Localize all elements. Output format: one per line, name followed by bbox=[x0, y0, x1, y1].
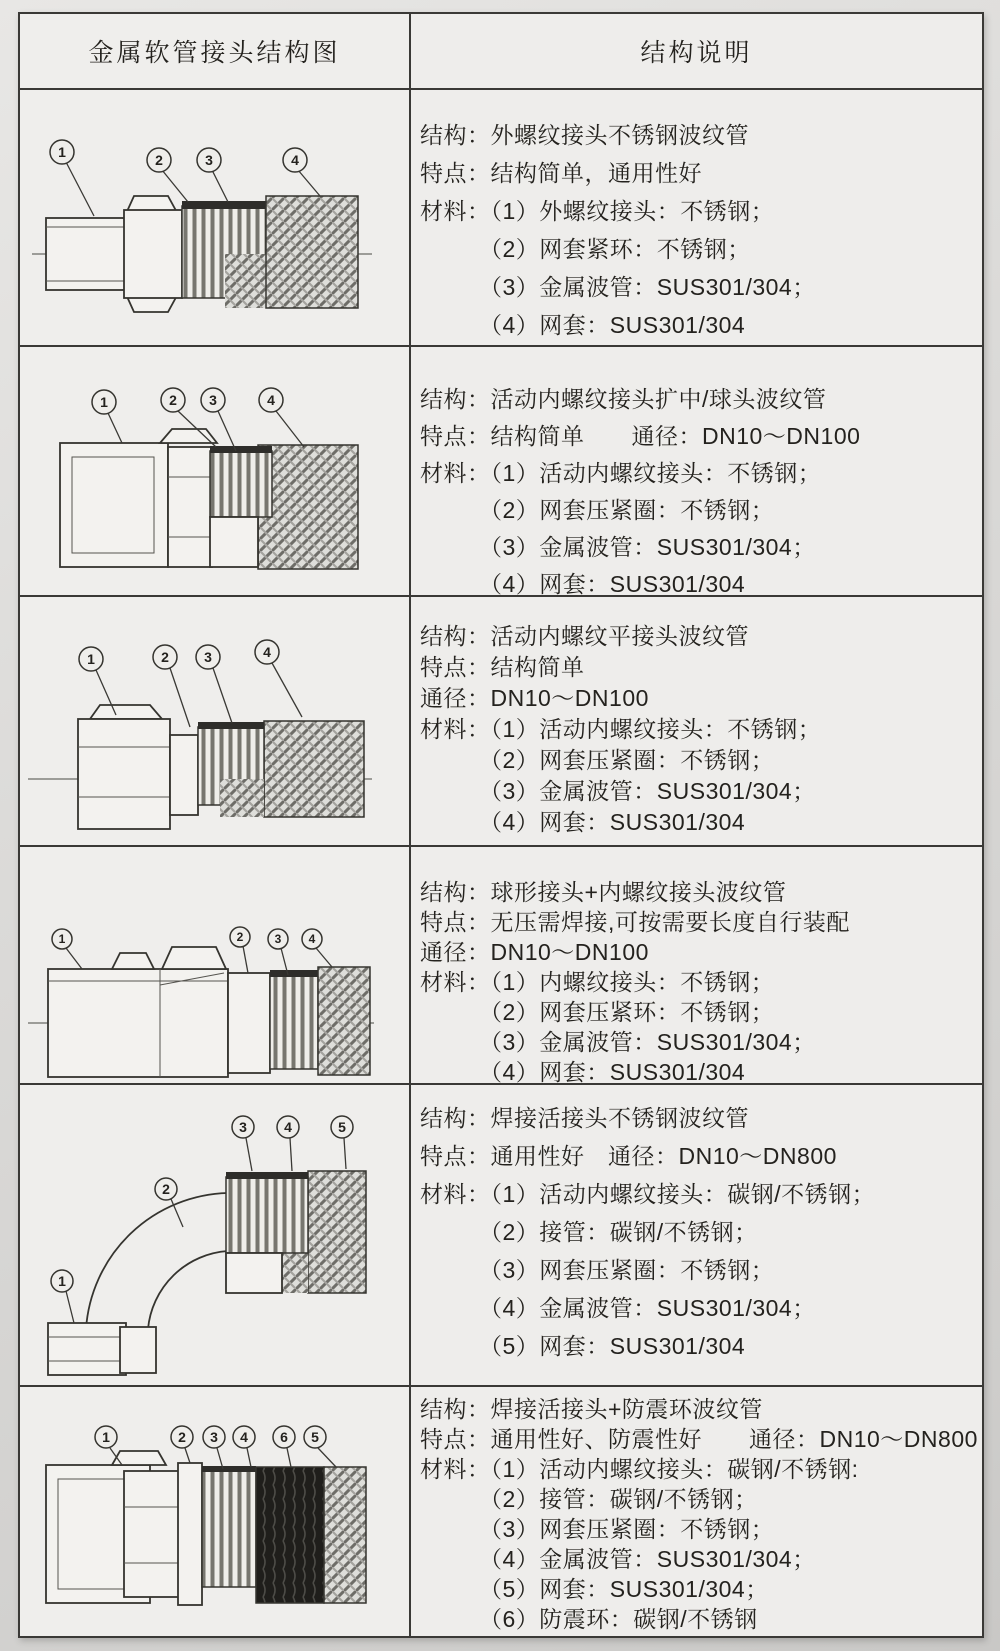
description-line: 材料：（1）内螺纹接头：不锈钢； bbox=[420, 969, 775, 995]
description-line: 特点：结构简单 通径：DN10～DN100 bbox=[420, 423, 861, 449]
diagram-cell bbox=[20, 347, 411, 595]
bellows-cap bbox=[182, 201, 266, 209]
diagram-cell bbox=[20, 847, 411, 1083]
description-cell bbox=[411, 1085, 982, 1385]
description-line: （3）金属波管：SUS301/304； bbox=[420, 1029, 816, 1055]
callout-number: 4 bbox=[291, 152, 299, 168]
spec-table bbox=[18, 12, 984, 1638]
callout-number: 2 bbox=[161, 649, 169, 665]
description-line: （2）网套压紧圈：不锈钢； bbox=[420, 747, 775, 773]
callout-number: 2 bbox=[169, 392, 177, 408]
description-line: 结构：外螺纹接头不锈钢波纹管 bbox=[420, 122, 749, 148]
table-row bbox=[20, 347, 982, 597]
description-line: 材料：（1）活动内螺纹接头：不锈钢； bbox=[420, 716, 822, 742]
callout-number: 2 bbox=[178, 1429, 186, 1445]
diagram-cell bbox=[20, 90, 411, 345]
description-line: 结构：球形接头+内螺纹接头波纹管 bbox=[420, 879, 787, 905]
description-line: （4）网套：SUS301/304 bbox=[420, 312, 746, 338]
callout-number: 4 bbox=[308, 932, 316, 946]
description-cell bbox=[411, 597, 982, 845]
description-line: （4）网套：SUS301/304 bbox=[420, 809, 746, 835]
braid-section bbox=[318, 967, 370, 1075]
description-line: 结构：活动内螺纹平接头波纹管 bbox=[420, 623, 749, 649]
hex-nut bbox=[78, 719, 170, 829]
fitting-body bbox=[48, 969, 228, 1077]
description-line: （3）网套压紧圈：不锈钢； bbox=[420, 1257, 775, 1283]
braid-section bbox=[264, 721, 364, 817]
press-ring-collar bbox=[178, 1463, 202, 1605]
sleeve-section bbox=[170, 735, 198, 815]
description-line: 通径：DN10～DN100 bbox=[420, 939, 649, 965]
callout-number: 3 bbox=[239, 1119, 247, 1135]
callout-number: 2 bbox=[155, 152, 163, 168]
sleeve-section bbox=[228, 973, 270, 1073]
description-cell bbox=[411, 90, 982, 345]
table-row bbox=[20, 597, 982, 847]
callout-number: 1 bbox=[100, 394, 108, 410]
bellows-section bbox=[202, 1471, 256, 1587]
sleeve-section bbox=[226, 1253, 282, 1293]
callout-number: 4 bbox=[240, 1429, 248, 1445]
flat-female-fitting-diagram bbox=[20, 597, 411, 845]
elbow-fitting-diagram bbox=[20, 1085, 411, 1385]
callout-number: 3 bbox=[210, 1429, 218, 1445]
description-line: 特点：无压需焊接,可按需要长度自行装配 bbox=[420, 909, 850, 935]
callout-number: 5 bbox=[311, 1429, 319, 1445]
bellows-cap bbox=[270, 970, 318, 977]
description-line: 结构：焊接活接头不锈钢波纹管 bbox=[420, 1105, 749, 1131]
bellows-cap bbox=[226, 1172, 308, 1179]
header-diagram-label: 金属软管接头结构图 bbox=[88, 39, 341, 67]
female-swivel-fitting-diagram bbox=[20, 347, 411, 595]
table-row bbox=[20, 847, 982, 1085]
description-line: （2）接管：碳钢/不锈钢； bbox=[420, 1486, 758, 1512]
fitting-body bbox=[60, 443, 168, 567]
hex-nut bbox=[48, 1323, 126, 1375]
braid-section bbox=[308, 1171, 366, 1293]
table-row bbox=[20, 90, 982, 347]
description-cell bbox=[411, 1387, 982, 1636]
table-row bbox=[20, 1085, 982, 1387]
diagram-cell bbox=[20, 597, 411, 845]
ball-union-fitting-diagram bbox=[20, 847, 411, 1083]
hex-nut bbox=[124, 1471, 180, 1597]
description-line: 特点：结构简单 bbox=[420, 654, 585, 680]
braid-under-section bbox=[220, 779, 264, 817]
bellows-section bbox=[226, 1177, 308, 1253]
elbow-inner-curve bbox=[148, 1251, 228, 1329]
callout-number: 1 bbox=[58, 932, 66, 946]
male-thread-fitting-diagram bbox=[20, 90, 411, 345]
callout-number: 1 bbox=[102, 1429, 110, 1445]
callout-number: 5 bbox=[338, 1119, 346, 1135]
callout-number: 6 bbox=[280, 1429, 288, 1445]
description-line: 特点：结构简单，通用性好 bbox=[420, 160, 702, 186]
braid-under-section bbox=[225, 254, 266, 308]
header-description-column bbox=[411, 14, 982, 88]
sleeve-section bbox=[210, 517, 258, 567]
description-line: （3）金属波管：SUS301/304； bbox=[420, 778, 816, 804]
callout-number: 1 bbox=[87, 651, 95, 667]
header-diagram-column bbox=[20, 14, 411, 88]
description-line: 通径：DN10～DN100 bbox=[420, 685, 649, 711]
callout-number: 2 bbox=[162, 1181, 170, 1197]
elbow-outer-curve bbox=[86, 1193, 228, 1329]
callout-number: 4 bbox=[263, 644, 271, 660]
nut-collar bbox=[120, 1327, 156, 1373]
description-line: （4）金属波管：SUS301/304； bbox=[420, 1295, 816, 1321]
callout-number: 3 bbox=[204, 649, 212, 665]
callout-number: 2 bbox=[236, 930, 244, 944]
nut-section bbox=[124, 210, 182, 298]
description-line: 材料：（1）活动内螺纹接头：不锈钢； bbox=[420, 460, 822, 486]
table-header-row bbox=[20, 14, 982, 90]
header-description-label: 结构说明 bbox=[640, 39, 753, 67]
braid-section bbox=[324, 1467, 366, 1603]
description-line: （2）网套压紧环：不锈钢； bbox=[420, 999, 775, 1025]
braid-section bbox=[266, 196, 358, 308]
description-line: 结构：焊接活接头+防震环波纹管 bbox=[420, 1396, 763, 1422]
description-line: （4）网套：SUS301/304 bbox=[420, 571, 746, 597]
diagram-cell bbox=[20, 1085, 411, 1385]
union-nut-hump bbox=[162, 947, 226, 969]
description-line: 特点：通用性好 通径：DN10～DN800 bbox=[420, 1143, 837, 1169]
collar-hump bbox=[160, 429, 217, 443]
description-line: （3）网套压紧圈：不锈钢； bbox=[420, 1516, 775, 1542]
callout-number: 3 bbox=[274, 932, 282, 946]
description-line: （5）网套：SUS301/304 bbox=[420, 1333, 746, 1359]
callout-number: 3 bbox=[205, 152, 213, 168]
hex-nut bbox=[168, 447, 212, 567]
description-line: 材料：（1）外螺纹接头：不锈钢； bbox=[420, 198, 775, 224]
description-line: （3）金属波管：SUS301/304； bbox=[420, 534, 816, 560]
description-line: 特点：通用性好、防震性好 通径：DN10～DN800 bbox=[420, 1426, 978, 1452]
hex-boss bbox=[112, 953, 154, 969]
bellows-section bbox=[270, 975, 318, 1069]
bellows-cap bbox=[210, 446, 272, 453]
description-line: 材料：（1）活动内螺纹接头：碳钢/不锈钢: bbox=[420, 1456, 859, 1482]
callout-number: 4 bbox=[284, 1119, 292, 1135]
table-row bbox=[20, 1387, 982, 1636]
description-line: （2）网套压紧圈：不锈钢； bbox=[420, 497, 775, 523]
description-line: 材料：（1）活动内螺纹接头：碳钢/不锈钢； bbox=[420, 1181, 876, 1207]
bellows-cap bbox=[202, 1466, 256, 1472]
braid-section bbox=[258, 445, 358, 569]
callout-number: 1 bbox=[58, 1273, 66, 1289]
description-cell bbox=[411, 847, 982, 1083]
braid-under-section bbox=[282, 1253, 308, 1293]
bellows-section bbox=[210, 451, 272, 517]
bellows-cap bbox=[198, 722, 264, 729]
description-line: （2）网套紧环：不锈钢； bbox=[420, 236, 751, 262]
description-line: （4）网套：SUS301/304 bbox=[420, 1059, 746, 1085]
callout-number: 4 bbox=[267, 392, 275, 408]
description-cell bbox=[411, 347, 982, 595]
description-line: （5）网套：SUS301/304； bbox=[420, 1576, 769, 1602]
damper-ring-section bbox=[256, 1467, 324, 1603]
damper-ring-fitting-diagram bbox=[20, 1387, 411, 1634]
description-line: （3）金属波管：SUS301/304； bbox=[420, 274, 816, 300]
description-line: （6）防震环：碳钢/不锈钢 bbox=[420, 1606, 758, 1632]
callout-number: 3 bbox=[209, 392, 217, 408]
callout-number: 1 bbox=[58, 144, 66, 160]
description-line: （4）金属波管：SUS301/304； bbox=[420, 1546, 816, 1572]
diagram-cell bbox=[20, 1387, 411, 1636]
collar-hump bbox=[90, 705, 162, 719]
description-line: （2）接管：碳钢/不锈钢； bbox=[420, 1219, 758, 1245]
description-line: 结构：活动内螺纹接头扩中/球头波纹管 bbox=[420, 386, 827, 412]
